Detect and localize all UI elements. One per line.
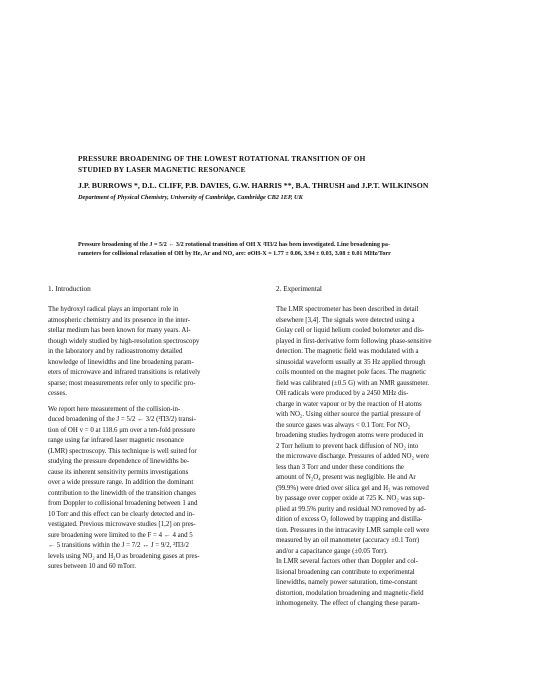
affiliation: Department of Physical Chemistry, University of Cambridge, Cambridge CB2 1EP, UK [78, 194, 303, 201]
text-line: sinusoidal waveform usually at 35 Hz applied through [276, 358, 426, 366]
text-line: ← 5 transitions within the J = 7/2 ↔ J = 9/2, ²Π3/2 [48, 542, 189, 549]
text-line: field was calibrated (±0.5 G) with an NMR gaussmeter. [276, 379, 430, 387]
text-line: eters of microwave and infrared transitions is relatively [48, 369, 201, 376]
text-line: duced broadening of the J = 5/2 ← 3/2 (²Π3/2) transi- [48, 416, 196, 423]
text-line: charge in water vapour or by the reaction of H atoms [276, 400, 422, 408]
text-line: OH radicals were produced by a 2450 MHz dis- [276, 390, 409, 397]
text-line: stellar medium has been known for many years. Al- [48, 327, 191, 334]
text-line: sparse; most measurements refer only to specific pro- [48, 379, 196, 387]
text-line: (99.9%) were dried over silica gel and H₂ was removed [276, 484, 429, 492]
text-line: (LMR) spectroscopy. This technique is well suited for [48, 447, 197, 455]
text-line: levels using NO₂ and H₂O as broadening gases at pres- [48, 552, 200, 560]
text-line: tion of OH v = 0 at 118.6 μm over a ten-fold pressure [48, 426, 196, 434]
text-line: less than 3 Torr and under these conditions the [276, 463, 404, 471]
text-line: lisional broadening can contribute to experimental [276, 568, 415, 576]
title-line: STUDIED BY LASER MAGNETIC RESONANCE [78, 165, 246, 174]
text-line: cause its inherent sensitivity permits investigations [48, 468, 189, 476]
experimental-paragraph-3 [276, 557, 486, 610]
text-line: linewidths, namely power saturation, time-constant [276, 579, 418, 586]
text-line: the microwave discharge. Pressures of added NO₂ were [276, 453, 430, 460]
right-column [276, 284, 486, 610]
experimental-paragraph-1 [276, 305, 486, 389]
section-heading-introduction: 1. Introduction [48, 285, 91, 293]
text-line: plied at 99.5% purity and residual NO removed by ad- [276, 505, 427, 513]
text-line: 10 Torr and this effect can be clearly detected and in- [48, 510, 195, 518]
text-line: The hydroxyl radical plays an important role in [48, 306, 179, 313]
text-line: In LMR several factors other than Doppler and col- [276, 558, 418, 565]
text-line: in the laboratory and by radioastronomy detailed [48, 348, 183, 355]
text-line: knowledge of linewidths and line broadening param- [48, 358, 194, 366]
text-line: the source gases was always < 0.1 Torr. For NO₂ [276, 421, 411, 429]
text-line: with NO₂. Using either source the partial pressure of [276, 411, 421, 418]
text-line: atmospheric chemistry and its presence in the inter- [48, 316, 191, 324]
text-line: from Doppler to collisional broadening between 1 and [48, 500, 198, 507]
left-column [48, 284, 258, 573]
text-line: The LMR spectrometer has been described in detail [276, 306, 419, 313]
text-line: sures between 10 and 60 mTorr. [48, 563, 136, 570]
text-line: coils mounted on the magnet pole faces. The magnetic [276, 369, 427, 376]
text-line: studying the pressure dependence of linewidths be- [48, 458, 190, 465]
text-line: and/or a capacitance gauge (±0.05 Torr). [276, 547, 388, 555]
abstract [78, 241, 498, 259]
text-line: dition of excess O₂ followed by trapping and distilla- [276, 516, 423, 523]
text-line: tion. Pressures in the intracavity LMR sample cell were [276, 526, 430, 534]
text-line: distortion, modulation broadening and magnetic-field [276, 589, 424, 597]
text-line: We report here measurement of the collision-in- [48, 405, 181, 413]
text-line: contribution to the linewidth of the transition changes [48, 489, 196, 497]
text-line: though widely studied by high-resolution spectroscopy [48, 337, 200, 345]
text-line: range using far infrared laser magnetic resonance [48, 437, 184, 444]
text-line: cesses. [48, 390, 67, 397]
text-line: detection. The magnetic field was modulated with a [276, 348, 419, 355]
text-line: measured by an oil manometer (accuracy ±0.1 Torr) [276, 537, 420, 544]
text-line: vestigated. Previous microwave studies [1,2] on pres- [48, 521, 196, 528]
intro-paragraph-1 [48, 305, 258, 400]
text-line: Golay cell or liquid helium cooled bolometer and dis- [276, 327, 425, 334]
text-line: elsewhere [3,4]. The signals were detected using a [276, 316, 415, 324]
text-line: played in first-derivative form following phase-sensitive [276, 337, 432, 345]
text-line: 2 Torr helium to prevent back diffusion of NO₂ into [276, 442, 419, 450]
intro-paragraph-2 [48, 405, 258, 573]
paper-title [78, 153, 498, 175]
text-line: inhomogeneity. The effect of changing these param- [276, 600, 420, 607]
title-line: PRESSURE BROADENING OF THE LOWEST ROTATIONAL TRANSITION OF OH [78, 154, 366, 163]
text-line: amount of N₂O₄ present was negligible. He and Ar [276, 474, 416, 481]
text-line: sure broadening were limited to the F = 4 ← 4 and 5 [48, 531, 193, 539]
text-line: over a wide pressure range. In addition the dominant [48, 479, 194, 486]
section-heading-experimental: 2. Experimental [276, 285, 322, 293]
experimental-paragraph-2 [276, 389, 486, 557]
author-list: J.P. BURROWS *, D.L. CLIFF, P.B. DAVIES, G.W. HARRIS **, B.A. THRUSH and J.P.T. WILKINSON [78, 181, 429, 190]
text-line: by passage over copper oxide at 725 K. NO₂ was sup- [276, 495, 425, 502]
text-line: broadening studies hydrogen atoms were produced in [276, 432, 424, 439]
abstract-line: rameters for collisional relaxation of OH by He, Ar and NO₂ are: σOH-X = 1.77 ± 0.06, 3.94 ± 0.03, 3.08 ± 0.01 MHz/Torr [78, 251, 391, 257]
abstract-line: Pressure broadening of the J = 5/2 ← 3/2 rotational transition of OH X ²Π3/2 has been investigated. Line broadening pa- [78, 242, 390, 248]
